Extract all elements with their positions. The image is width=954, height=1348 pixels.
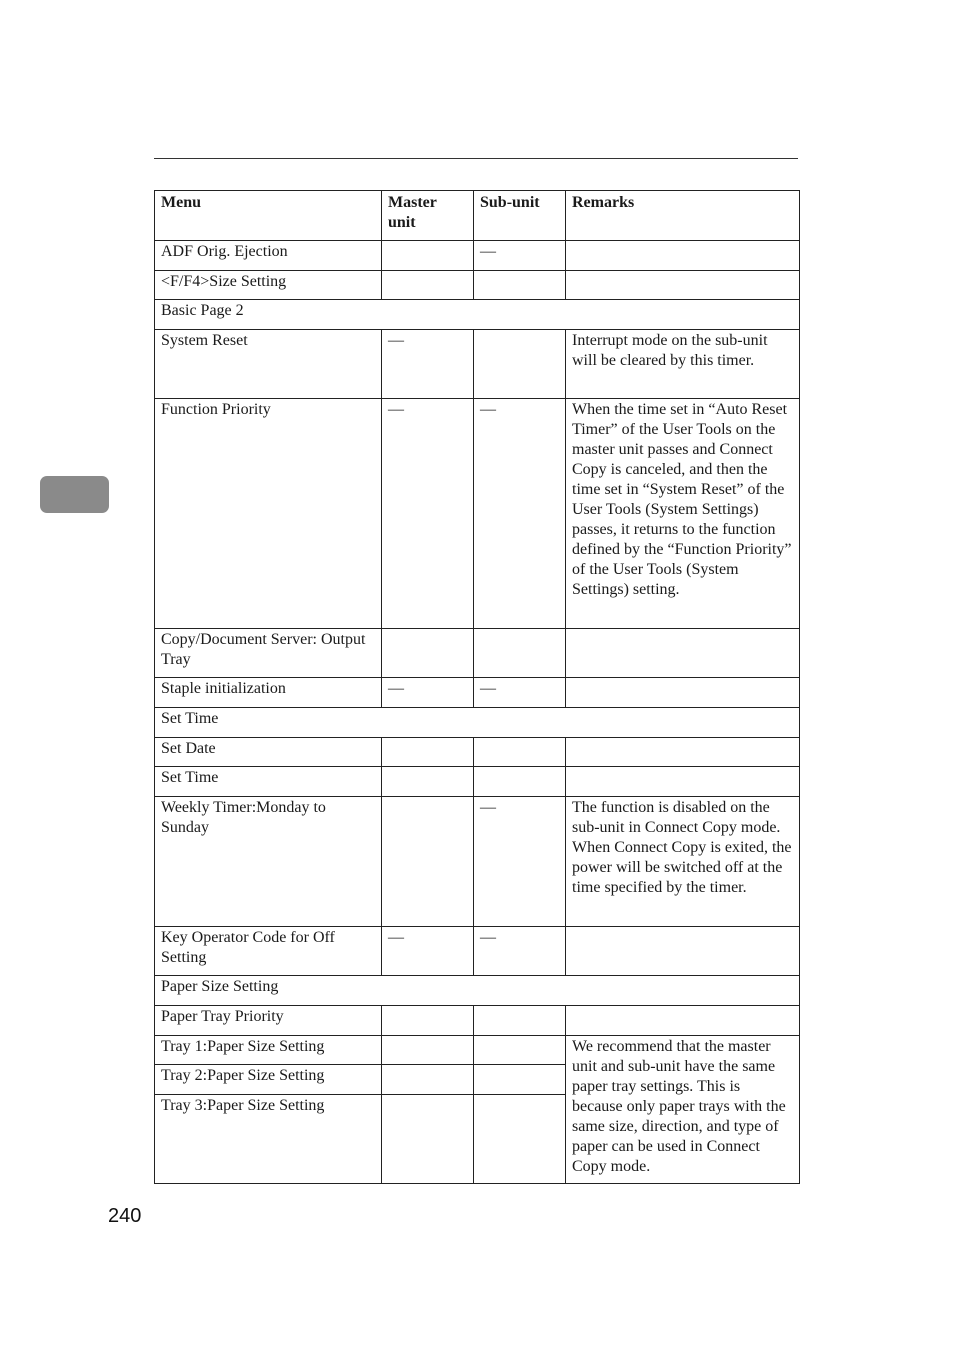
- sub-cell: [474, 629, 566, 678]
- sub-cell: [474, 1036, 566, 1065]
- menu-cell: Paper Tray Priority: [155, 1006, 382, 1036]
- remarks-cell: We recommend that the master unit and sub-unit have the same paper tray settings. This is because only paper trays with the same size, direction, and type of paper can be used in Connect Copy mode.: [566, 1036, 800, 1184]
- menu-cell: Staple initialization: [155, 678, 382, 708]
- table-row: [155, 330, 800, 399]
- sub-cell: [474, 738, 566, 767]
- sub-cell: —: [474, 927, 566, 976]
- table-row: [155, 797, 800, 927]
- section-heading: Basic Page 2: [155, 300, 800, 330]
- remarks-cell: When the time set in “Auto Reset Timer” of the User Tools on the master unit passes and Connect Copy is canceled, and then the time set in “System Reset” of the User Tools (System Settings) passes, it returns to the function defined by the “Function Priority” of the User Tools (System Settings) setting.: [566, 399, 800, 629]
- section-row: [155, 300, 800, 330]
- remarks-cell: [566, 241, 800, 271]
- page-number: 240: [108, 1205, 142, 1227]
- master-cell: [382, 767, 474, 797]
- master-cell: [382, 241, 474, 271]
- master-cell: [382, 1095, 474, 1184]
- table-row: [155, 678, 800, 708]
- menu-cell: Weekly Timer:Monday to Sunday: [155, 797, 382, 927]
- table-row: [155, 1036, 800, 1065]
- sub-cell: [474, 330, 566, 399]
- table-row: [155, 399, 800, 629]
- master-cell: [382, 629, 474, 678]
- sub-cell: —: [474, 241, 566, 271]
- header-sub-unit: Sub-unit: [474, 191, 566, 241]
- sub-cell: [474, 767, 566, 797]
- menu-cell: Function Priority: [155, 399, 382, 629]
- menu-cell: Tray 2:Paper Size Setting: [155, 1065, 382, 1095]
- menu-cell: Tray 3:Paper Size Setting: [155, 1095, 382, 1184]
- section-row: [155, 708, 800, 738]
- table-row: [155, 738, 800, 767]
- sub-cell: —: [474, 399, 566, 629]
- master-cell: [382, 738, 474, 767]
- remarks-cell: The function is disabled on the sub-unit in Connect Copy mode. When Connect Copy is exited, the power will be switched off at the time specified by the timer.: [566, 797, 800, 927]
- sub-cell: [474, 1095, 566, 1184]
- table-row: [155, 1006, 800, 1036]
- master-cell: —: [382, 330, 474, 399]
- table-row: [155, 271, 800, 300]
- remarks-cell: [566, 738, 800, 767]
- section-row: [155, 976, 800, 1006]
- remarks-cell: [566, 678, 800, 708]
- table-row: [155, 767, 800, 797]
- remarks-cell: [566, 767, 800, 797]
- header-rule: [154, 158, 798, 159]
- master-cell: [382, 1065, 474, 1095]
- master-cell: —: [382, 678, 474, 708]
- sub-cell: [474, 1065, 566, 1095]
- header-menu: Menu: [155, 191, 382, 241]
- master-cell: —: [382, 399, 474, 629]
- menu-cell: System Reset: [155, 330, 382, 399]
- remarks-cell: [566, 271, 800, 300]
- sub-cell: [474, 271, 566, 300]
- menu-cell: Set Time: [155, 767, 382, 797]
- menu-cell: ADF Orig. Ejection: [155, 241, 382, 271]
- remarks-cell: [566, 1006, 800, 1036]
- menu-cell: Tray 1:Paper Size Setting: [155, 1036, 382, 1065]
- section-heading: Set Time: [155, 708, 800, 738]
- table-row: [155, 927, 800, 976]
- table-row: [155, 629, 800, 678]
- sub-cell: —: [474, 678, 566, 708]
- master-cell: —: [382, 927, 474, 976]
- chapter-tab: [40, 476, 109, 513]
- master-cell: [382, 1036, 474, 1065]
- header-master-unit: Master unit: [382, 191, 474, 241]
- menu-cell: <F/F4>Size Setting: [155, 271, 382, 300]
- master-cell: [382, 1006, 474, 1036]
- table-header-row: [155, 191, 800, 241]
- remarks-cell: [566, 629, 800, 678]
- master-cell: [382, 271, 474, 300]
- settings-table: [154, 190, 800, 1184]
- header-remarks: Remarks: [566, 191, 800, 241]
- remarks-cell: Interrupt mode on the sub-unit will be cleared by this timer.: [566, 330, 800, 399]
- menu-cell: Set Date: [155, 738, 382, 767]
- section-heading: Paper Size Setting: [155, 976, 800, 1006]
- master-cell: [382, 797, 474, 927]
- menu-cell: Key Operator Code for Off Setting: [155, 927, 382, 976]
- sub-cell: —: [474, 797, 566, 927]
- table-row: [155, 241, 800, 271]
- remarks-cell: [566, 927, 800, 976]
- menu-cell: Copy/Document Server: Output Tray: [155, 629, 382, 678]
- sub-cell: [474, 1006, 566, 1036]
